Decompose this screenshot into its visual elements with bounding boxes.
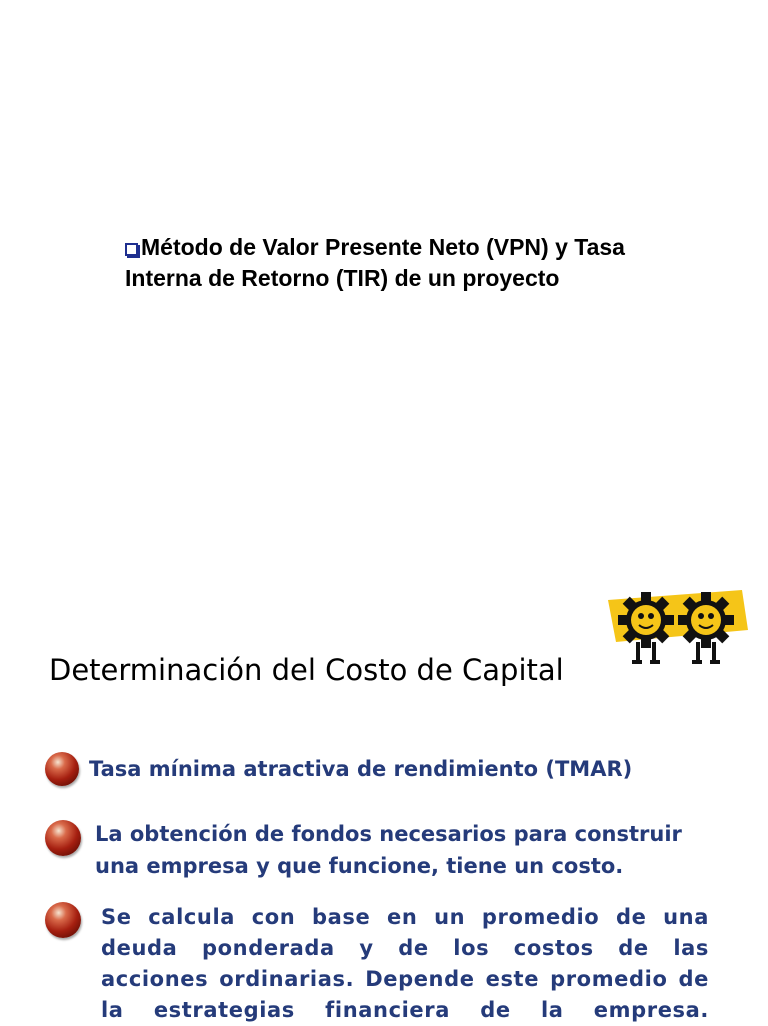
red-sphere-bullet-icon	[45, 820, 81, 856]
two-cartoon-gears-icon	[608, 586, 748, 668]
slide-title: Determinación del Costo de Capital	[49, 653, 564, 687]
slide-2	[0, 580, 768, 1024]
intro-line-2: Interna de Retorno (TIR) de un proyecto	[125, 265, 560, 291]
red-sphere-bullet-icon	[45, 752, 79, 786]
intro-line-1: Método de Valor Presente Neto (VPN) y Tasa	[141, 234, 625, 260]
bullet-line: la estrategias financiera de la empresa.	[101, 998, 709, 1022]
bullet-text: Tasa mínima atractiva de rendimiento (TMAR)	[89, 757, 633, 781]
red-sphere-bullet-icon	[45, 902, 81, 938]
checkbox-bullet-icon	[125, 243, 138, 256]
bullet-line: La obtención de fondos necesarios para construir	[95, 822, 682, 846]
bullet-text	[101, 902, 709, 1026]
bullet-line: una empresa y que funcione, tiene un costo.	[95, 854, 624, 878]
bullet-line: Se calcula con base en un promedio de una	[101, 905, 709, 929]
bullet-line: deuda ponderada y de los costos de las	[101, 936, 709, 960]
bullet-text	[95, 818, 715, 882]
intro-text	[125, 232, 725, 294]
bullet-line: acciones ordinarias. Depende este promedio de	[101, 967, 709, 991]
